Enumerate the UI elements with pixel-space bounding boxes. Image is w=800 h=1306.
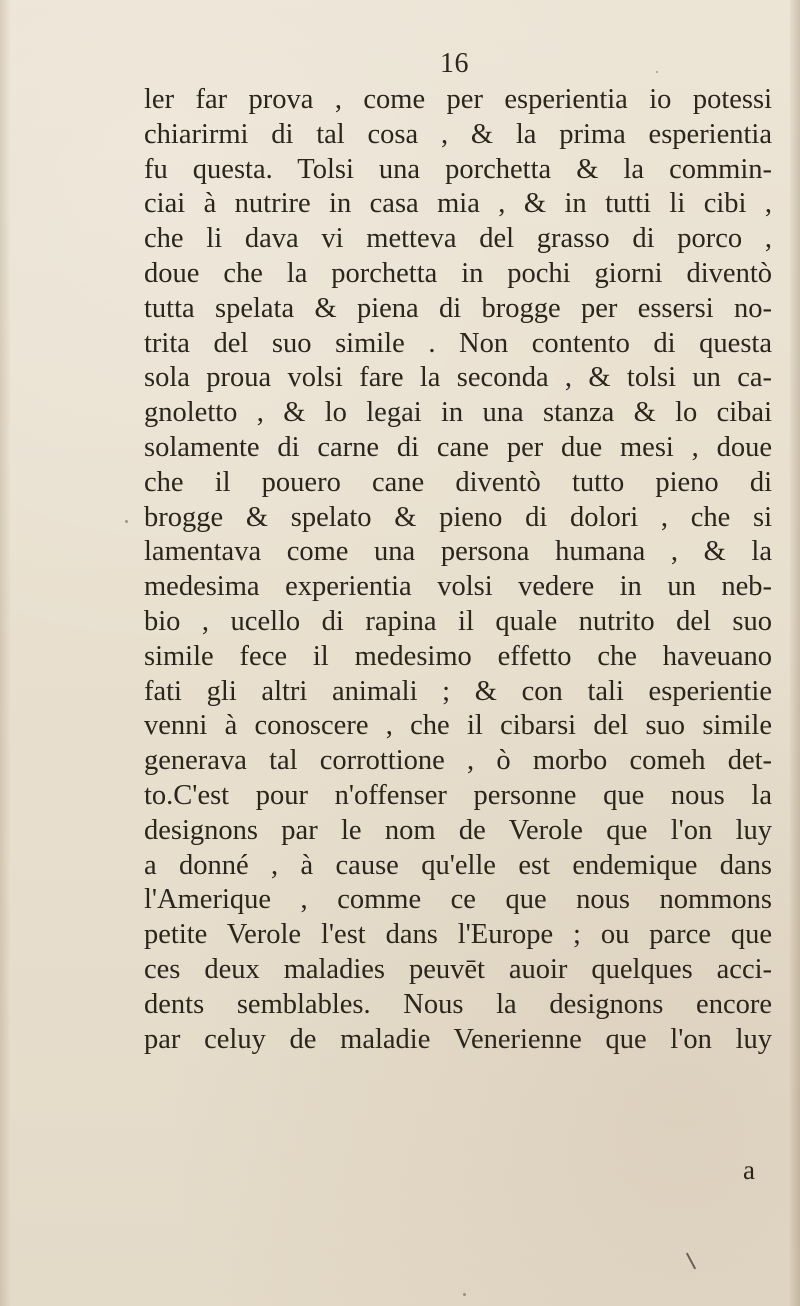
text-line: to.C'est pour n'offenser personne que nous la <box>144 779 772 811</box>
text-line: sola proua volsi fare la seconda , & tolsi un ca- <box>144 362 772 394</box>
text-line: dents semblables. Nous la designons encore <box>144 988 772 1020</box>
ink-speck <box>125 520 128 523</box>
text-line: medesima experientia volsi vedere in un neb- <box>144 571 772 603</box>
text-line: bio , ucello di rapina il quale nutrito del suo <box>144 605 772 637</box>
margin-mark <box>686 1253 696 1270</box>
text-line: petite Verole l'est dans l'Europe ; ou parce que <box>144 919 772 951</box>
ink-speck <box>463 1293 466 1296</box>
text-line: chiarirmi di tal cosa , & la prima esperientia <box>144 118 772 150</box>
text-line: lamentava come una persona humana , & la <box>144 536 772 568</box>
text-line: ces deux maladies peuvēt auoir quelques acci- <box>144 953 772 985</box>
text-line: par celuy de maladie Venerienne que l'on luy <box>144 1023 772 1055</box>
page-number: 16 <box>440 48 469 79</box>
text-line: brogge & spelato & pieno di dolori , che si <box>144 501 772 533</box>
text-line: venni à conoscere , che il cibarsi del suo simile <box>144 710 772 742</box>
text-line: gnoletto , & lo legai in una stanza & lo cibai <box>144 397 772 429</box>
text-line: doue che la porchetta in pochi giorni diventò <box>144 257 772 289</box>
text-line: tutta spelata & piena di brogge per essersi no- <box>144 292 772 324</box>
text-line: fati gli altri animali ; & con tali esperientie <box>144 675 772 707</box>
body-text <box>144 83 772 1057</box>
catchword: a <box>743 1155 755 1185</box>
text-line: a donné , à cause qu'elle est endemique dans <box>144 849 772 881</box>
text-line: designons par le nom de Verole que l'on luy <box>144 814 772 846</box>
text-line: fu questa. Tolsi una porchetta & la commin- <box>144 153 772 185</box>
page-gutter-shadow <box>0 0 10 1306</box>
text-line: simile fece il medesimo effetto che haveuano <box>144 640 772 672</box>
text-line: che li dava vi metteva del grasso di porco , <box>144 223 772 255</box>
ink-speck <box>656 71 658 73</box>
text-line: ler far prova , come per esperientia io potessi <box>144 84 772 115</box>
text-line: che il pouero cane diventò tutto pieno di <box>144 466 772 498</box>
text-line: l'Amerique , comme ce que nous nommons <box>144 884 772 916</box>
text-line: generava tal corrottione , ò morbo comeh det- <box>144 745 772 777</box>
text-line: trita del suo simile . Non contento di questa <box>144 327 772 359</box>
text-line: solamente di carne di cane per due mesi , doue <box>144 431 772 463</box>
page-edge-shadow <box>790 0 800 1306</box>
text-line: ciai à nutrire in casa mia , & in tutti li cibi , <box>144 188 772 220</box>
